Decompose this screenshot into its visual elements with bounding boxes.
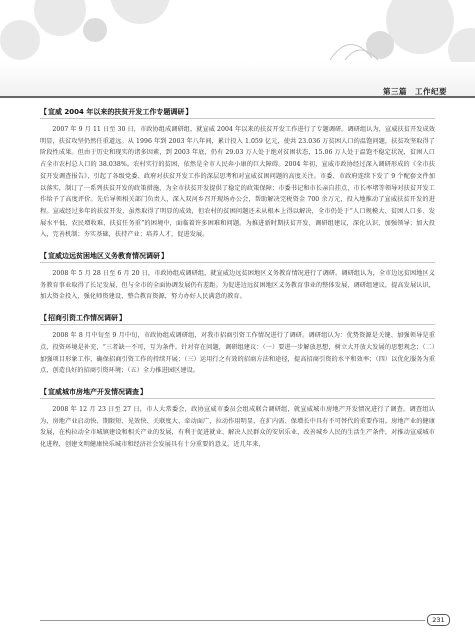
section-title-text: 招商引资工作情况调研 bbox=[48, 314, 118, 323]
page-content bbox=[40, 106, 435, 460]
header-decoration bbox=[0, 0, 475, 62]
section-poverty-alleviation bbox=[40, 106, 435, 241]
section-compulsory-education bbox=[40, 250, 435, 303]
section-real-estate bbox=[40, 386, 435, 451]
section-paragraph: 2008 年 12 月 23 日至 27 日，市人大常委会，政协宣威市委员会组成联合调研组，就宣威城市房地产开发情况进行了调查。调查组认为，房地产业启动快、期限短、见效快、关联度大、牵动面广、拉动作用明显，在扩内需、保增长中具有不可替代的重要作用。房地产业的健康发展，在构拉动全市城镇建设和相关产业的发展，有利于促进就业、解决人民群众的安居乐业，改善城乡人民的生活生产条件，对推动宣威城市化进程，创建文明健康快乐城市和经济社会发展具有十分重要的意义。近几年来， bbox=[40, 405, 435, 449]
bracket-left-icon: 【 bbox=[40, 387, 47, 396]
footer-rule bbox=[40, 620, 425, 621]
section-title bbox=[40, 106, 435, 119]
section-investment-promotion bbox=[40, 312, 435, 377]
section-title bbox=[40, 312, 435, 325]
running-head: 第三篇 工作纪要 bbox=[383, 87, 447, 96]
bracket-right-icon: 】 bbox=[140, 387, 147, 396]
page-number: 231 bbox=[427, 614, 450, 626]
bracket-right-icon: 】 bbox=[185, 108, 193, 116]
bracket-right-icon: 】 bbox=[119, 314, 126, 323]
section-title-text: 宣威边远贫困地区义务教育情况调研 bbox=[48, 252, 160, 261]
section-paragraph: 2008 年 5 月 28 日至 6 月 20 日，市政协组成调研组，就宣威边远贫困地区义务教育情况进行了调研。调研组认为，全市边远贫困地区义务教育事业取得了长足发展，但与全市的全面协调发展仍有差距。为促进边远贫困地区义务教育事业的整体发展，调研组建议，提高发展认识，加大资金投入，强化师资建设，整合教育资源，努力办好人民满意的教育。 bbox=[40, 270, 435, 301]
section-paragraph: 2007 年 9 月 11 日至 30 日，市政协组成调研组，就宣威 2004 年以来的扶贫开发工作进行了专题调研。调研组认为，宣威扶贫开发成效明显，扶贫攻坚仍然任重道远。从 1996 年到 2003 年八年间，累计投入 1.059 亿元，使共 23.036 万贫困人口的温饱问题，扶贫攻坚取得了阶段性成果。但由于历史和现实的诸多因素，到 2003 年底，仍有 29.03 万人处于绝对贫困状态，15.06 万人处于温饱不稳定状况，贫困人口占全市农村总人口的 38.038%。农村实行的贫困，依然是全市人民奔小康的巨大障碍。2004 年初，宣威市政协经过深入调研形成的《全市扶贫开发调查报告》，引起了各级党委、政府对扶贫开发工作的深层思考和对宣威贫困问题的高度关注。市委、市政府连续下发了 9 个配套文件加以落实，制订了一系列扶贫开发的政策措施，为全市扶贫开发提供了稳定的政策保障；市委书记和市长亲自挂点，市长率堵等领导对扶贫开发工作给予了高度评价。先后导领相关部门负责人，深入双河乡召开现场办公会，帮助解决完税资金 700 余万元，投入地推动了宣威扶贫开发的进程。宣威经过多年的扶贫开发，虽然取得了明显的成效，但农村的贫困问题还未从根本上得以解决，全市仍处于“人口规模大、贫困人口多、发展水平低、农民增收难、扶贫任务重”的困境中，面临着许多困难和问题。为推进新时期扶贫开发，调研组建议，深化认识，加强领导；加大投入，完善机制；夯实基础，扶持产业；培养人才，促进发展。 bbox=[40, 126, 435, 239]
bracket-right-icon: 】 bbox=[161, 252, 168, 261]
section-paragraph: 2008 年 8 月中旬至 9 月中旬，市政协组成调研组，对我市招商引资工作情况进行了调研。调研组认为：优势资源是关键、加强领导是重点，投资环境是补充，“三者缺一不可，互为条件。针对存在问题，调研组建议：（一）要进一步解放思想，树立大开放大发展的思想观念；（二）加强项目形象工作，确保招商引资工作的持续开展；（三）运用行之有效的招商方法和途径，提高招商引资的水平和效率；（四）以优化服务为重点，创造良好的招商引资环境；（五）全力推进园区建设。 bbox=[40, 332, 435, 375]
section-title bbox=[40, 250, 435, 263]
bracket-left-icon: 【 bbox=[40, 252, 47, 261]
bracket-left-icon: 【 bbox=[40, 108, 47, 116]
section-title-text: 宣威 2004 年以来的扶贫开发工作专题调研 bbox=[48, 108, 185, 116]
bracket-left-icon: 【 bbox=[40, 314, 47, 323]
section-title-text: 宣威城市房地产开发情况调查 bbox=[48, 387, 139, 396]
section-title bbox=[40, 386, 435, 399]
